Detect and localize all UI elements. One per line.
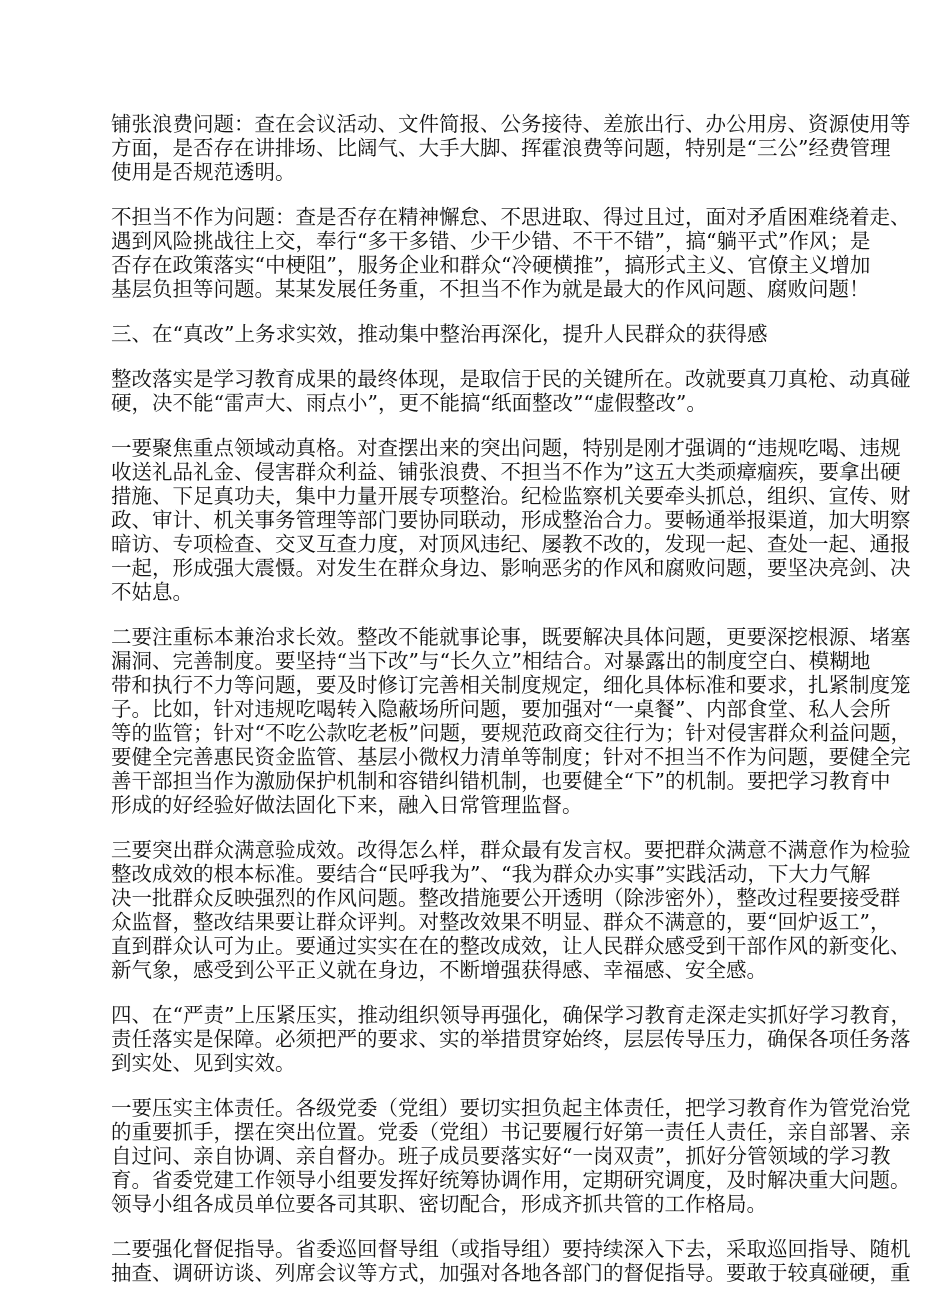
text-line: 善干部担当作为激励保护机制和容错纠错机制，也要健全“下”的机制。要把学习教育中 — [111, 769, 891, 793]
text-line: 带和执行不力等问题，要及时修订完善相关制度规定，细化具体标准和要求，扎紧制度笼 — [111, 673, 911, 697]
text-line: 一起，形成强大震慑。对发生在群众身边、影响恶劣的作风和腐败问题，要坚决亮剑、决 — [111, 556, 911, 580]
text-line: 铺张浪费问题：查在会议活动、文件简报、公务接待、差旅出行、办公用房、资源使用等 — [111, 112, 911, 136]
text-line: 责任落实是保障。必须把严的要求、实的举措贯穿始终，层层传导压力，确保各项任务落 — [111, 1027, 911, 1051]
text-line: 要健全完善惠民资金监管、基层小微权力清单等制度；针对不担当不作为问题，要健全完 — [111, 745, 911, 769]
text-line: 的重要抓手，摆在突出位置。党委（党组）书记要履行好第一责任人责任，亲自部署、亲 — [111, 1120, 911, 1144]
paragraph — [111, 112, 911, 184]
text-line: 使用是否规范透明。 — [111, 160, 296, 184]
text-line: 二要注重标本兼治求长效。整改不能就事论事，既要解决具体问题，更要深挖根源、堵塞 — [111, 625, 911, 649]
text-line: 三要突出群众满意验成效。改得怎么样，群众最有发言权。要把群众满意不满意作为检验 — [111, 838, 911, 862]
text-line: 二要强化督促指导。省委巡回督导组（或指导组）要持续深入下去，采取巡回指导、随机 — [111, 1237, 911, 1261]
text-line: 硬，决不能“雷声大、雨点小”，更不能搞“纸面整改”“虚假整改”。 — [111, 391, 707, 415]
paragraph — [111, 625, 911, 817]
paragraph — [111, 1237, 911, 1285]
text-line: 领导小组各成员单位要各司其职、密切配合，形成齐抓共管的工作格局。 — [111, 1192, 767, 1216]
paragraph — [111, 838, 911, 982]
text-line: 遇到风险挑战往上交，奉行“多干多错、少干少错、不干不错”，搞“躺平式”作风；是 — [111, 229, 871, 253]
text-line: 政、审计、机关事务管理等部门要协同联动，形成整治合力。要畅通举报渠道，加大明察 — [111, 508, 911, 532]
text-line: 形成的好经验好做法固化下来，融入日常管理监督。 — [111, 793, 583, 817]
text-line: 育。省委党建工作领导小组要发挥好统筹协调作用，定期研究调度，及时解决重大问题。 — [111, 1168, 911, 1192]
text-line: 到实处、见到实效。 — [111, 1051, 296, 1075]
text-line: 等的监管；针对“不吃公款吃老板”问题，要规范政商交往行为；针对侵害群众利益问题， — [111, 721, 911, 745]
text-line: 整改成效的根本标准。要结合“民呼我为”、“我为群众办实事”实践活动，下大力气解 — [111, 862, 871, 886]
text-line: 暗访、专项检查、交叉互查力度，对顶风违纪、屡教不改的，发现一起、查处一起、通报 — [111, 532, 911, 556]
text-line: 整改落实是学习教育成果的最终体现，是取信于民的关键所在。改就要真刀真枪、动真碰 — [111, 367, 911, 391]
text-line: 三、在“真改”上务求实效，推动集中整治再深化，提升人民群众的获得感 — [111, 322, 768, 346]
text-line: 措施、下足真功夫，集中力量开展专项整治。纪检监察机关要牵头抓总，组织、宣传、财 — [111, 484, 911, 508]
text-line: 四、在“严责”上压紧压实，推动组织领导再强化，确保学习教育走深走实抓好学习教育， — [111, 1003, 911, 1027]
text-line: 子。比如，针对违规吃喝转入隐蔽场所问题，要加强对“一桌餐”、内部食堂、私人会所 — [111, 697, 891, 721]
text-line: 基层负担等问题。某某发展任务重，不担当不作为就是最大的作风问题、腐败问题！ — [111, 277, 870, 301]
paragraph — [111, 322, 839, 346]
paragraph — [111, 367, 911, 415]
text-line: 收送礼品礼金、侵害群众利益、铺张浪费、不担当不作为”这五大类顽瘴痼疾，要拿出硬 — [111, 460, 901, 484]
text-line: 新气象，感受到公平正义就在身边，不断增强获得感、幸福感、安全感。 — [111, 958, 767, 982]
text-line: 不姑息。 — [111, 580, 193, 604]
text-line: 一要聚焦重点领域动真格。对查摆出来的突出问题，特别是刚才强调的“违规吃喝、违规 — [111, 436, 901, 460]
text-line: 抽查、调研访谈、列席会议等方式，加强对各地各部门的督促指导。要敢于较真碰硬，重 — [111, 1261, 911, 1285]
text-line: 不担当不作为问题：查是否存在精神懈怠、不思进取、得过且过，面对矛盾困难绕着走、 — [111, 205, 911, 229]
text-line: 否存在政策落实“中梗阻”，服务企业和群众“冷硬横推”，搞形式主义、官僚主义增加 — [111, 253, 871, 277]
text-line: 决一批群众反映强烈的作风问题。整改措施要公开透明（除涉密外），整改过程要接受群 — [111, 886, 901, 910]
paragraph — [111, 205, 911, 301]
document-page — [111, 112, 911, 1306]
paragraph — [111, 436, 911, 604]
text-line: 众监督，整改结果要让群众评判。对整改效果不明显、群众不满意的，要“回炉返工”， — [111, 910, 891, 934]
text-line: 自过问、亲自协调、亲自督办。班子成员要落实好“一岗双责”，抓好分管领域的学习教 — [111, 1144, 891, 1168]
text-line: 方面，是否存在讲排场、比阔气、大手大脚、挥霍浪费等问题，特别是“三公”经费管理 — [111, 136, 891, 160]
text-line: 直到群众认可为止。要通过实实在在的整改成效，让人民群众感受到干部作风的新变化、 — [111, 934, 911, 958]
paragraph — [111, 1096, 911, 1216]
paragraph — [111, 1003, 911, 1075]
text-line: 一要压实主体责任。各级党委（党组）要切实担负起主体责任，把学习教育作为管党治党 — [111, 1096, 911, 1120]
text-line: 漏洞、完善制度。要坚持“当下改”与“长久立”相结合。对暴露出的制度空白、模糊地 — [111, 649, 871, 673]
